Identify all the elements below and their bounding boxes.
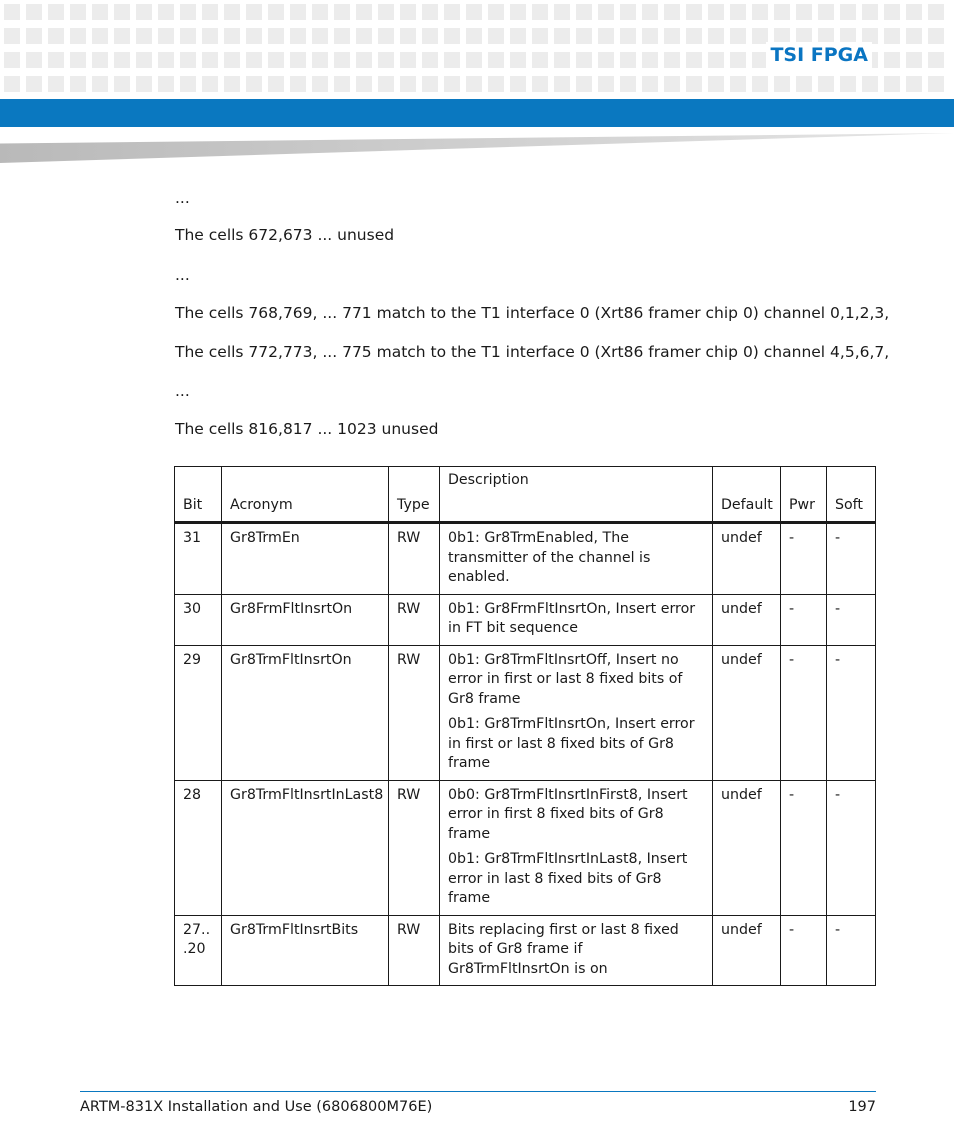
pattern-square — [554, 28, 570, 44]
paragraph: ... — [175, 189, 190, 207]
table-header-row — [175, 467, 876, 523]
pattern-square — [92, 28, 108, 44]
paragraph: ... — [175, 266, 190, 284]
section-title: TSI FPGA — [766, 42, 872, 68]
pattern-square — [730, 4, 746, 20]
pattern-square — [334, 28, 350, 44]
pattern-square — [202, 76, 218, 92]
pattern-square — [70, 76, 86, 92]
pattern-square — [4, 52, 20, 68]
pattern-square — [466, 52, 482, 68]
pattern-square — [620, 28, 636, 44]
pattern-square — [906, 28, 922, 44]
cell-acronym: Gr8TrmEn — [222, 523, 389, 595]
pattern-square — [664, 52, 680, 68]
pattern-square — [114, 4, 130, 20]
pattern-square — [642, 76, 658, 92]
pattern-square — [158, 52, 174, 68]
pattern-square — [730, 76, 746, 92]
cell-pwr: - — [781, 780, 827, 915]
cell-default: undef — [713, 594, 781, 645]
pattern-square — [532, 28, 548, 44]
pattern-square — [334, 52, 350, 68]
pattern-square — [444, 28, 460, 44]
pattern-square — [224, 28, 240, 44]
pattern-square — [312, 76, 328, 92]
pattern-square — [620, 76, 636, 92]
pattern-square — [136, 28, 152, 44]
pattern-square — [488, 28, 504, 44]
pattern-square — [444, 4, 460, 20]
pattern-square — [246, 28, 262, 44]
pattern-square — [290, 28, 306, 44]
pattern-square — [400, 76, 416, 92]
pattern-square — [290, 4, 306, 20]
cell-soft: - — [827, 780, 876, 915]
pattern-square — [114, 76, 130, 92]
pattern-square — [26, 28, 42, 44]
cell-soft: - — [827, 523, 876, 595]
pattern-square — [268, 28, 284, 44]
col-header-description-label: Description — [448, 472, 529, 488]
pattern-square — [466, 4, 482, 20]
cell-pwr: - — [781, 594, 827, 645]
pattern-square — [620, 4, 636, 20]
pattern-square — [554, 76, 570, 92]
pattern-square — [840, 76, 856, 92]
cell-soft: - — [827, 645, 876, 780]
cell-acronym: Gr8TrmFltInsrtOn — [222, 645, 389, 780]
pattern-square — [444, 76, 460, 92]
pattern-square — [488, 76, 504, 92]
pattern-square — [642, 4, 658, 20]
pattern-square — [466, 28, 482, 44]
pattern-square — [620, 52, 636, 68]
pattern-square — [598, 28, 614, 44]
cell-pwr: - — [781, 645, 827, 780]
pattern-square — [510, 76, 526, 92]
col-header-acronym: Acronym — [222, 467, 389, 523]
pattern-square — [708, 52, 724, 68]
cell-type: RW — [389, 523, 440, 595]
cell-default: undef — [713, 915, 781, 986]
cell-soft: - — [827, 915, 876, 986]
pattern-square — [26, 52, 42, 68]
pattern-square — [378, 76, 394, 92]
pattern-square — [158, 28, 174, 44]
pattern-square — [92, 4, 108, 20]
table-row — [175, 645, 876, 780]
pattern-square — [378, 52, 394, 68]
pattern-square — [158, 4, 174, 20]
pattern-square — [752, 76, 768, 92]
pattern-square — [796, 4, 812, 20]
pattern-square — [4, 4, 20, 20]
pattern-square — [4, 28, 20, 44]
pattern-square — [246, 4, 262, 20]
page-number: 197 — [848, 1099, 876, 1115]
pattern-square — [334, 76, 350, 92]
pattern-square — [70, 28, 86, 44]
pattern-square — [356, 52, 372, 68]
pattern-square — [708, 28, 724, 44]
pattern-square — [224, 52, 240, 68]
pattern-square — [906, 52, 922, 68]
pattern-square — [114, 28, 130, 44]
pattern-square — [246, 76, 262, 92]
pattern-square — [884, 4, 900, 20]
pattern-square — [928, 52, 944, 68]
pattern-square — [532, 76, 548, 92]
pattern-square — [708, 76, 724, 92]
cell-acronym: Gr8TrmFltInsrtInLast8 — [222, 780, 389, 915]
pattern-square — [202, 28, 218, 44]
description-line: 0b1: Gr8TrmFltInsrtOff, Insert no error in first or last 8 fixed bits of Gr8 frame — [448, 651, 683, 707]
header-blue-band — [0, 99, 954, 127]
pattern-square — [400, 52, 416, 68]
pattern-square — [884, 52, 900, 68]
cell-pwr: - — [781, 523, 827, 595]
pattern-square — [356, 28, 372, 44]
description-line: Bits replacing first or last 8 fixed bits of Gr8 frame if Gr8TrmFltInsrtOn is on — [448, 921, 679, 977]
pattern-square — [224, 76, 240, 92]
pattern-square — [642, 52, 658, 68]
pattern-square — [686, 4, 702, 20]
pattern-square — [532, 4, 548, 20]
pattern-square — [268, 4, 284, 20]
pattern-square — [488, 4, 504, 20]
pattern-square — [290, 76, 306, 92]
description-line: 0b1: Gr8FrmFltInsrtOn, Insert error in FT bit sequence — [448, 600, 696, 636]
cell-acronym: Gr8FrmFltInsrtOn — [222, 594, 389, 645]
pattern-square — [158, 76, 174, 92]
pattern-square — [26, 76, 42, 92]
table-row — [175, 915, 876, 986]
table-row — [175, 523, 876, 595]
pattern-square — [92, 52, 108, 68]
paragraph: The cells 768,769, ... 771 match to the T1 interface 0 (Xrt86 framer chip 0) channel 0,1,2,3, — [175, 304, 890, 322]
pattern-square — [928, 4, 944, 20]
pattern-square — [70, 52, 86, 68]
pattern-square — [92, 76, 108, 92]
footer-doc-title: ARTM-831X Installation and Use (6806800M76E) — [80, 1099, 433, 1115]
cell-acronym: Gr8TrmFltInsrtBits — [222, 915, 389, 986]
pattern-square — [422, 4, 438, 20]
col-header-default: Default — [713, 467, 781, 523]
pattern-square — [400, 4, 416, 20]
description-line: 0b1: Gr8TrmEnabled, The transmitter of the channel is enabled. — [448, 530, 651, 585]
pattern-square — [598, 76, 614, 92]
description-line: 0b1: Gr8TrmFltInsrtOn, Insert error in first or last 8 fixed bits of Gr8 frame — [448, 716, 695, 771]
cell-bit: 29 — [175, 645, 222, 780]
pattern-square — [818, 4, 834, 20]
pattern-square — [400, 28, 416, 44]
pattern-square — [686, 52, 702, 68]
pattern-square — [598, 52, 614, 68]
pattern-square — [818, 76, 834, 92]
col-header-pwr: Pwr — [781, 467, 827, 523]
pattern-square — [48, 52, 64, 68]
pattern-square — [686, 28, 702, 44]
pattern-square — [422, 52, 438, 68]
header-pattern-row — [4, 4, 944, 20]
pattern-square — [510, 28, 526, 44]
pattern-square — [26, 4, 42, 20]
pattern-square — [862, 4, 878, 20]
pattern-square — [202, 52, 218, 68]
pattern-square — [48, 28, 64, 44]
col-header-description — [440, 467, 713, 523]
pattern-square — [334, 4, 350, 20]
pattern-square — [180, 76, 196, 92]
pattern-square — [422, 28, 438, 44]
pattern-square — [708, 4, 724, 20]
cell-type: RW — [389, 645, 440, 780]
pattern-square — [356, 4, 372, 20]
footer-rule — [80, 1091, 876, 1092]
paragraph: The cells 772,773, ... 775 match to the T1 interface 0 (Xrt86 framer chip 0) channel 4,5,6,7, — [175, 343, 890, 361]
pattern-square — [510, 4, 526, 20]
pattern-square — [554, 52, 570, 68]
pattern-square — [136, 52, 152, 68]
cell-type: RW — [389, 915, 440, 986]
pattern-square — [862, 76, 878, 92]
pattern-square — [224, 4, 240, 20]
pattern-square — [290, 52, 306, 68]
header-gray-wedge — [0, 133, 954, 163]
pattern-square — [532, 52, 548, 68]
cell-soft: - — [827, 594, 876, 645]
pattern-square — [202, 4, 218, 20]
cell-bit: 31 — [175, 523, 222, 595]
pattern-square — [774, 76, 790, 92]
pattern-square — [466, 76, 482, 92]
header-pattern-row — [4, 76, 944, 92]
pattern-square — [488, 52, 504, 68]
pattern-square — [576, 52, 592, 68]
pattern-square — [884, 28, 900, 44]
pattern-square — [312, 4, 328, 20]
cell-bit: 28 — [175, 780, 222, 915]
paragraph: The cells 672,673 ... unused — [175, 226, 395, 244]
pattern-square — [730, 28, 746, 44]
pattern-square — [906, 76, 922, 92]
pattern-square — [884, 76, 900, 92]
cell-description — [440, 645, 713, 780]
pattern-square — [774, 4, 790, 20]
pattern-square — [664, 28, 680, 44]
pattern-square — [136, 4, 152, 20]
pattern-square — [378, 4, 394, 20]
description-line: 0b0: Gr8TrmFltInsrtInFirst8, Insert error in first 8 fixed bits of Gr8 frame — [448, 786, 688, 842]
pattern-square — [268, 76, 284, 92]
pattern-square — [356, 76, 372, 92]
pattern-square — [312, 28, 328, 44]
description-line: 0b1: Gr8TrmFltInsrtInLast8, Insert error in last 8 fixed bits of Gr8 frame — [448, 851, 688, 906]
cell-default: undef — [713, 780, 781, 915]
table-row — [175, 780, 876, 915]
pattern-square — [180, 52, 196, 68]
pattern-square — [246, 52, 262, 68]
pattern-square — [664, 4, 680, 20]
cell-type: RW — [389, 780, 440, 915]
pattern-square — [114, 52, 130, 68]
pattern-square — [686, 76, 702, 92]
table-row — [175, 594, 876, 645]
pattern-square — [598, 4, 614, 20]
pattern-square — [136, 76, 152, 92]
pattern-square — [48, 4, 64, 20]
col-header-type: Type — [389, 467, 440, 523]
cell-description — [440, 915, 713, 986]
pattern-square — [906, 4, 922, 20]
pattern-square — [576, 76, 592, 92]
pattern-square — [312, 52, 328, 68]
pattern-square — [4, 76, 20, 92]
pattern-square — [928, 28, 944, 44]
pattern-square — [554, 4, 570, 20]
col-header-bit: Bit — [175, 467, 222, 523]
pattern-square — [576, 4, 592, 20]
pattern-square — [752, 4, 768, 20]
col-header-soft: Soft — [827, 467, 876, 523]
pattern-square — [576, 28, 592, 44]
pattern-square — [840, 4, 856, 20]
cell-bit: 30 — [175, 594, 222, 645]
cell-description — [440, 594, 713, 645]
pattern-square — [48, 76, 64, 92]
pattern-square — [180, 28, 196, 44]
pattern-square — [664, 76, 680, 92]
pattern-square — [422, 76, 438, 92]
pattern-square — [928, 76, 944, 92]
pattern-square — [730, 52, 746, 68]
pattern-square — [642, 28, 658, 44]
pattern-square — [796, 76, 812, 92]
cell-type: RW — [389, 594, 440, 645]
cell-default: undef — [713, 645, 781, 780]
cell-description — [440, 523, 713, 595]
pattern-square — [180, 4, 196, 20]
pattern-square — [444, 52, 460, 68]
pattern-square — [378, 28, 394, 44]
cell-description — [440, 780, 713, 915]
cell-pwr: - — [781, 915, 827, 986]
cell-default: undef — [713, 523, 781, 595]
paragraph: ... — [175, 382, 190, 400]
cell-bit: 27.. .20 — [175, 915, 222, 986]
paragraph: The cells 816,817 ... 1023 unused — [175, 420, 439, 438]
register-table — [174, 466, 876, 986]
pattern-square — [268, 52, 284, 68]
pattern-square — [70, 4, 86, 20]
pattern-square — [510, 52, 526, 68]
